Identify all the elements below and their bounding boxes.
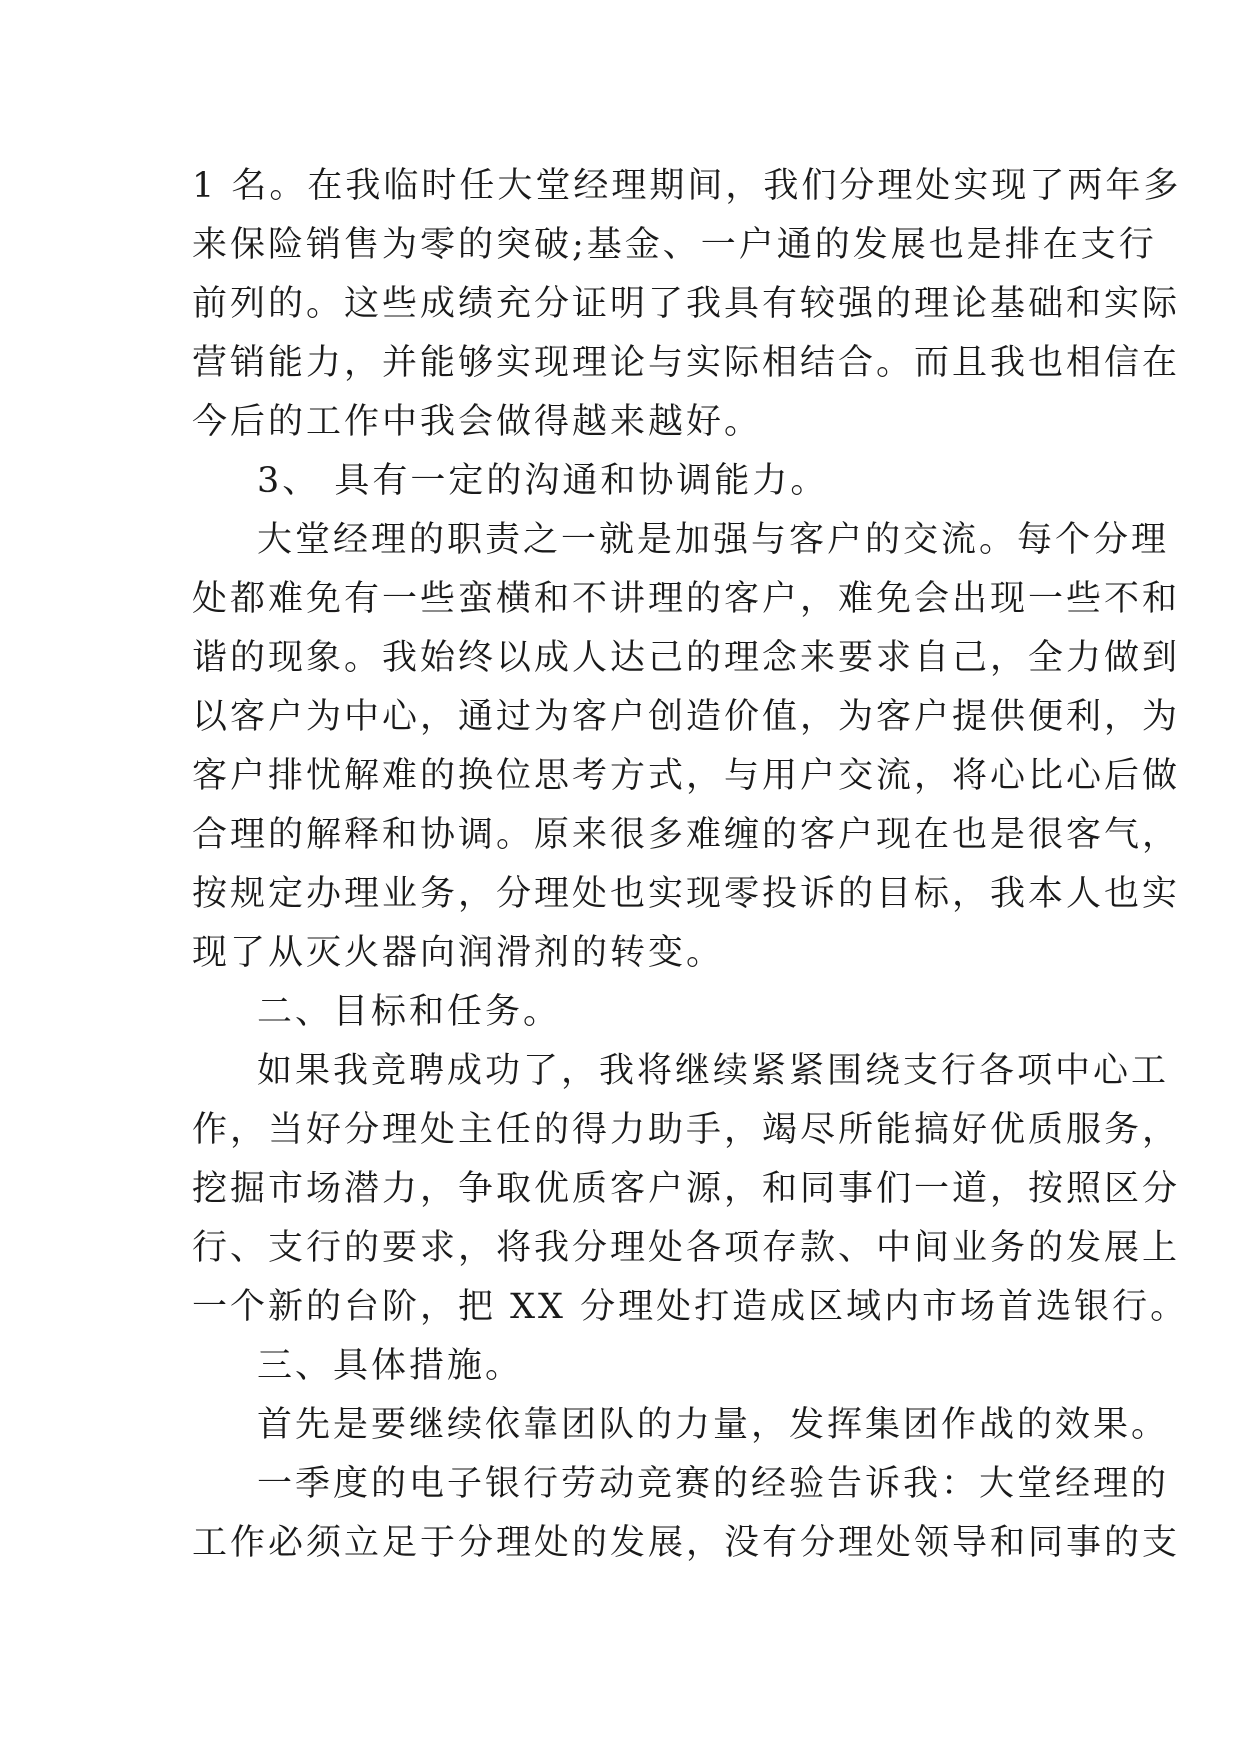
text-line: 前列的。这些成绩充分证明了我具有较强的理论基础和实际 xyxy=(192,284,1181,324)
text-line: 1 名。在我临时任大堂经理期间，我们分理处实现了两年多 xyxy=(192,166,1182,206)
text-line: 一个新的台阶，把 XX 分理处打造成区域内市场首选银行。 xyxy=(192,1287,1189,1327)
text-line: 如果我竞聘成功了，我将继续紧紧围绕支行各项中心工 xyxy=(257,1051,1170,1091)
text-line: 今后的工作中我会做得越来越好。 xyxy=(192,402,763,442)
text-line: 三、具体措施。 xyxy=(257,1346,524,1386)
text-line: 营销能力，并能够实现理论与实际相结合。而且我也相信在 xyxy=(192,343,1181,383)
text-line: 来保险销售为零的突破;基金、一户通的发展也是排在支行 xyxy=(192,225,1157,265)
body-text xyxy=(192,157,1189,1573)
text-line: 处都难免有一些蛮横和不讲理的客户，难免会出现一些不和 xyxy=(192,579,1181,619)
text-line: 谐的现象。我始终以成人达己的理念来要求自己，全力做到 xyxy=(192,638,1181,678)
text-line: 二、目标和任务。 xyxy=(257,992,562,1032)
text-line: 大堂经理的职责之一就是加强与客户的交流。每个分理 xyxy=(257,520,1170,560)
text-line: 按规定办理业务，分理处也实现零投诉的目标，我本人也实 xyxy=(192,874,1181,914)
text-line: 以客户为中心，通过为客户创造价值，为客户提供便利，为 xyxy=(192,697,1181,737)
text-line: 作，当好分理处主任的得力助手，竭尽所能搞好优质服务， xyxy=(192,1110,1181,1150)
text-line: 挖掘市场潜力，争取优质客户源，和同事们一道，按照区分 xyxy=(192,1169,1181,1209)
text-line: 行、支行的要求，将我分理处各项存款、中间业务的发展上 xyxy=(192,1228,1181,1268)
text-line: 3、 具有一定的沟通和协调能力。 xyxy=(257,461,829,501)
text-line: 合理的解释和协调。原来很多难缠的客户现在也是很客气， xyxy=(192,815,1181,855)
text-line: 客户排忧解难的换位思考方式，与用户交流，将心比心后做 xyxy=(192,756,1181,796)
text-line: 一季度的电子银行劳动竞赛的经验告诉我：大堂经理的 xyxy=(257,1464,1170,1504)
text-line: 现了从灭火器向润滑剂的转变。 xyxy=(192,933,725,973)
text-line: 工作必须立足于分理处的发展，没有分理处领导和同事的支 xyxy=(192,1523,1181,1563)
text-line: 首先是要继续依靠团队的力量，发挥集团作战的效果。 xyxy=(257,1405,1170,1445)
